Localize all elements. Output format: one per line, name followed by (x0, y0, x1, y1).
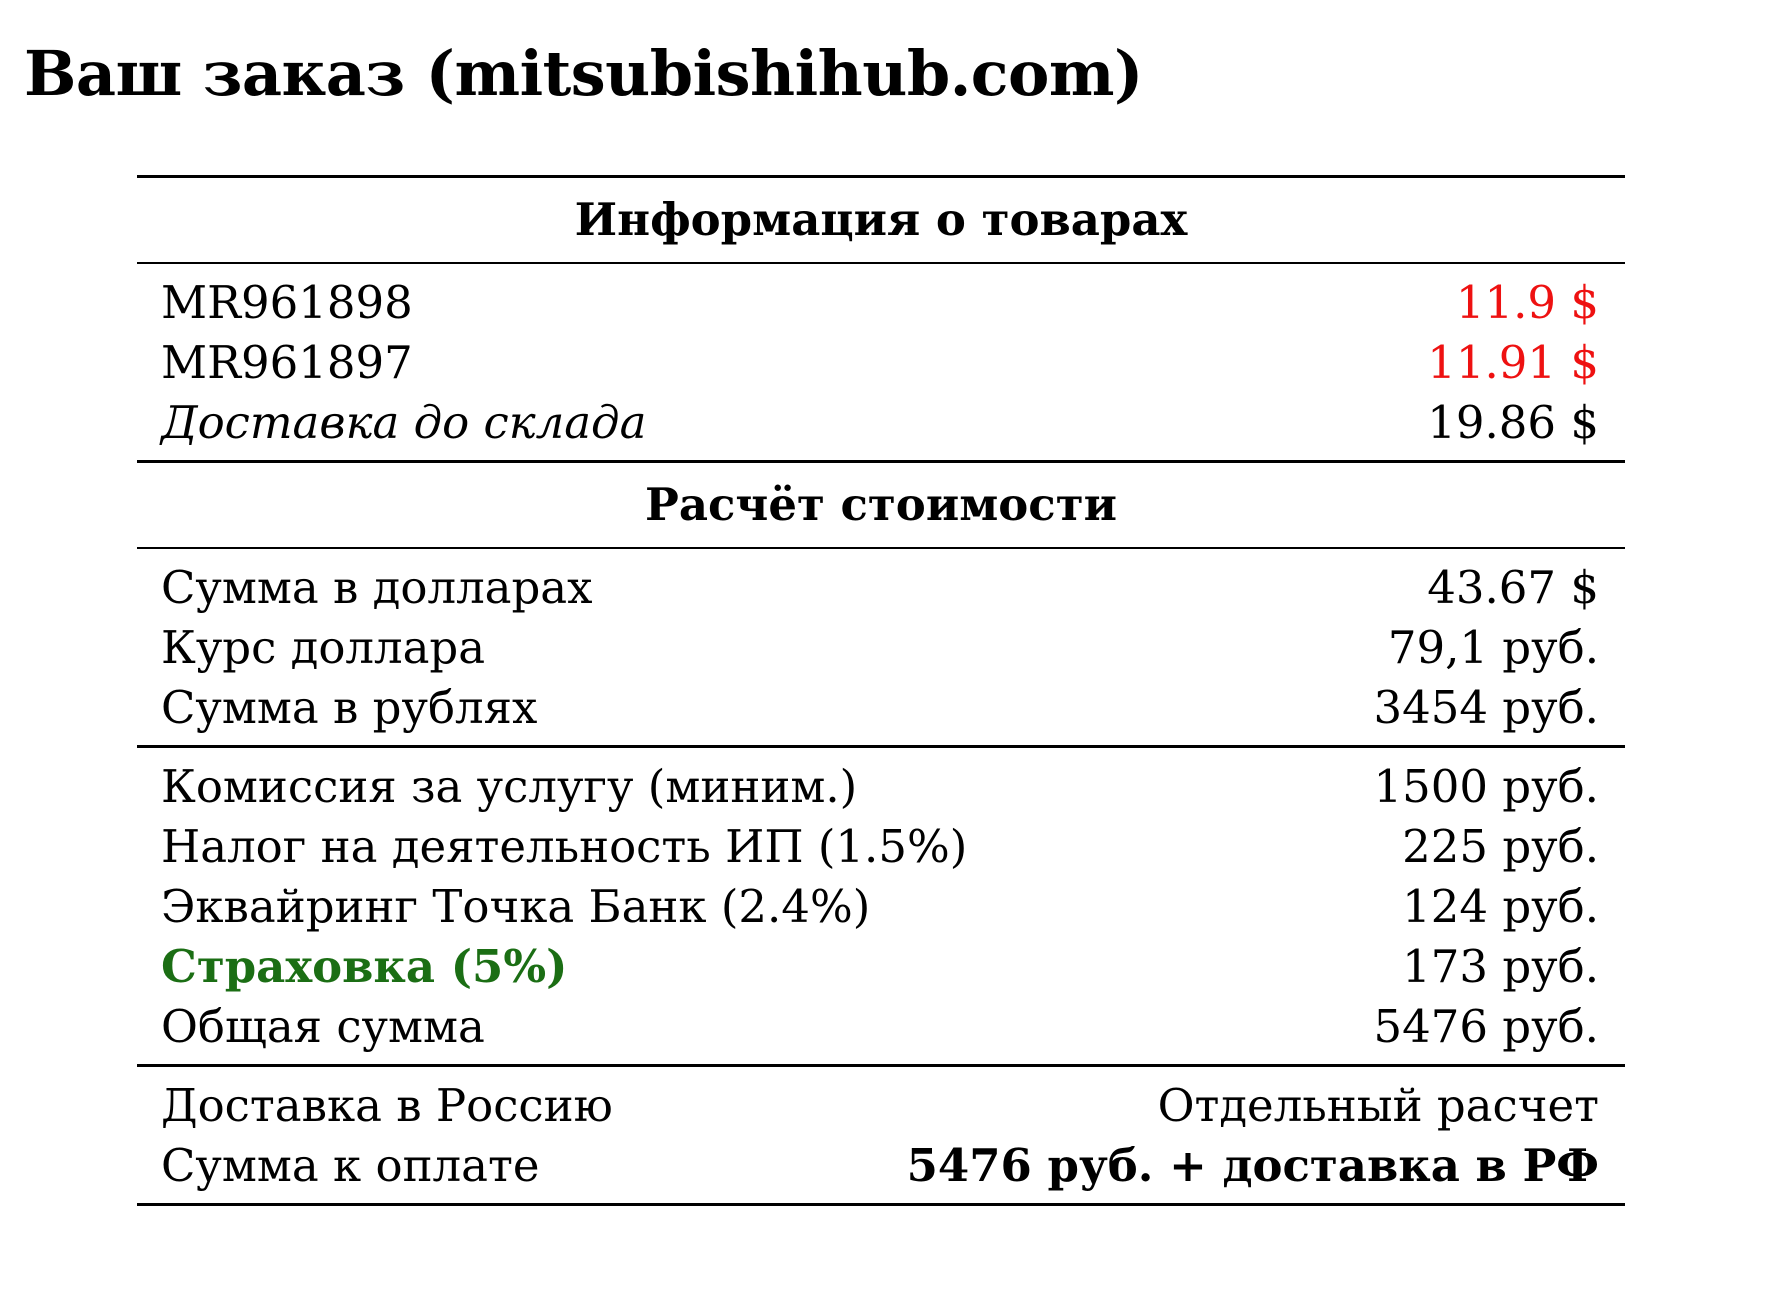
goods-rows (137, 264, 1625, 460)
table-row (137, 816, 1625, 876)
calc-rows (137, 549, 1625, 745)
total-value: 5476 руб. (1373, 999, 1599, 1053)
page-title: Ваш заказ (mitsubishihub.com) (24, 37, 1143, 110)
row-label: Сумма в рублях (161, 680, 538, 734)
table-row (137, 677, 1625, 737)
order-summary-table (137, 175, 1625, 1206)
table-row (137, 272, 1625, 332)
goods-section-header: Информация о товарах (574, 193, 1188, 246)
table-row (137, 936, 1625, 996)
part-number: MR961898 (161, 275, 413, 329)
row-value: 3454 руб. (1373, 680, 1599, 734)
total-label: Общая сумма (161, 999, 485, 1053)
row-value: 124 руб. (1402, 879, 1599, 933)
table-row (137, 996, 1625, 1056)
row-value: 43.67 $ (1427, 560, 1599, 614)
row-value: 1500 руб. (1373, 759, 1599, 813)
insurance-label: Страховка (5%) (161, 939, 568, 993)
part-price: 11.91 $ (1427, 335, 1599, 389)
part-price: 11.9 $ (1455, 275, 1599, 329)
amount-due-label: Сумма к оплате (161, 1138, 540, 1192)
table-row (137, 617, 1625, 677)
row-label: Комиссия за услугу (миним.) (161, 759, 858, 813)
warehouse-delivery-label: Доставка до склада (161, 395, 647, 449)
row-label: Сумма в долларах (161, 560, 593, 614)
row-label: Курс доллара (161, 620, 486, 674)
table-row (137, 756, 1625, 816)
amount-due-value: 5476 руб. + доставка в РФ (906, 1138, 1599, 1192)
warehouse-delivery-value: 19.86 $ (1427, 395, 1599, 449)
row-value: 79,1 руб. (1387, 620, 1599, 674)
row-value: 225 руб. (1402, 819, 1599, 873)
russia-delivery-value: Отдельный расчет (1157, 1078, 1599, 1132)
part-number: MR961897 (161, 335, 413, 389)
table-row (137, 557, 1625, 617)
russia-delivery-label: Доставка в Россию (161, 1078, 613, 1132)
table-row (137, 392, 1625, 452)
table-row (137, 1075, 1625, 1135)
table-bottom-rule (137, 1203, 1625, 1206)
fees-rows (137, 748, 1625, 1064)
insurance-value: 173 руб. (1402, 939, 1599, 993)
table-row (137, 1135, 1625, 1195)
row-label: Налог на деятельность ИП (1.5%) (161, 819, 968, 873)
calc-section-header: Расчёт стоимости (645, 478, 1117, 531)
final-rows (137, 1067, 1625, 1203)
table-row (137, 876, 1625, 936)
row-label: Эквайринг Точка Банк (2.4%) (161, 879, 871, 933)
table-row (137, 332, 1625, 392)
